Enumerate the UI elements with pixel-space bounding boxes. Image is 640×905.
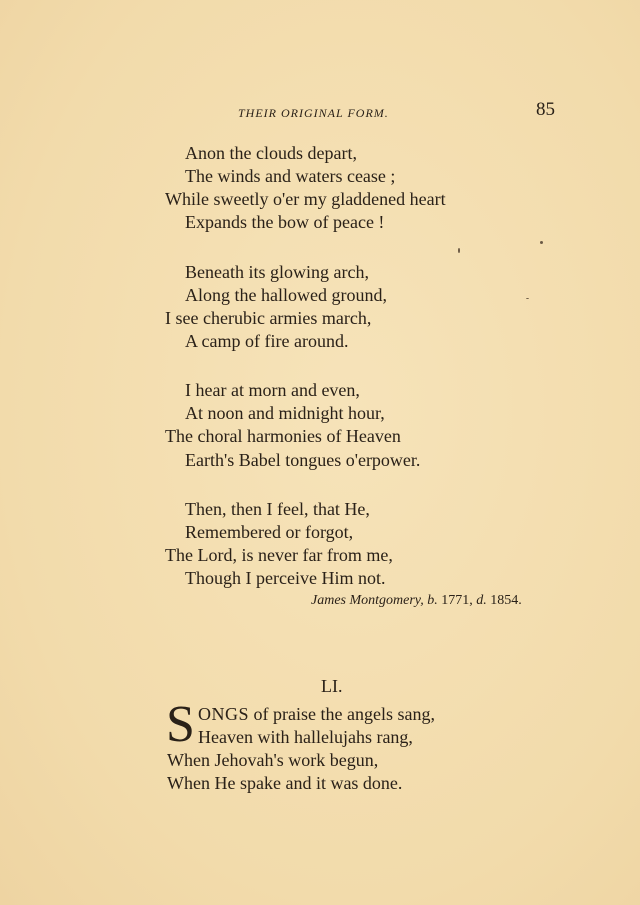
attribution-died-year: 1854. xyxy=(490,593,522,608)
poem-line: Expands the bow of peace ! xyxy=(185,212,385,232)
poem-line: Along the hallowed ground, xyxy=(185,285,387,305)
poem-line: At noon and midnight hour, xyxy=(185,403,385,423)
attribution xyxy=(311,593,522,609)
attribution-died-label: d. xyxy=(476,593,487,608)
first-word: ONGS xyxy=(198,704,250,724)
page-number: 85 xyxy=(536,99,555,120)
attribution-author: James Montgomery, xyxy=(311,593,424,608)
poem-line: The winds and waters cease ; xyxy=(185,166,396,186)
poem-line: When Jehovah's work begun, xyxy=(167,750,379,770)
poem-line: The choral harmonies of Heaven xyxy=(165,426,401,446)
paper-speck xyxy=(526,298,529,299)
poem-line: Heaven with hallelujahs rang, xyxy=(198,727,413,747)
running-header: THEIR ORIGINAL FORM. xyxy=(238,106,389,120)
paper-speck xyxy=(540,241,543,244)
poem-line: Anon the clouds depart, xyxy=(185,143,357,163)
section-number: LI. xyxy=(321,676,343,696)
poem-line: Though I perceive Him not. xyxy=(185,568,386,588)
poem-line: Remembered or forgot, xyxy=(185,522,354,542)
poem-first-line xyxy=(198,704,435,725)
poem-line: When He spake and it was done. xyxy=(167,773,403,793)
poem-line: Beneath its glowing arch, xyxy=(185,262,369,282)
poem-line: Earth's Babel tongues o'erpower. xyxy=(185,450,421,470)
paper-speck xyxy=(458,248,460,253)
poem-line: I see cherubic armies march, xyxy=(165,308,372,328)
poem-line: The Lord, is never far from me, xyxy=(165,545,393,565)
poem-line: A camp of fire around. xyxy=(185,331,349,351)
first-line-rest: of praise the angels sang, xyxy=(249,704,435,724)
drop-cap: S xyxy=(166,696,195,753)
attribution-born-label: b. xyxy=(427,593,438,608)
attribution-born-year: 1771, xyxy=(441,593,473,608)
poem-line: I hear at morn and even, xyxy=(185,380,360,400)
poem-line: Then, then I feel, that He, xyxy=(185,499,370,519)
poem-line: While sweetly o'er my gladdened heart xyxy=(165,189,446,209)
